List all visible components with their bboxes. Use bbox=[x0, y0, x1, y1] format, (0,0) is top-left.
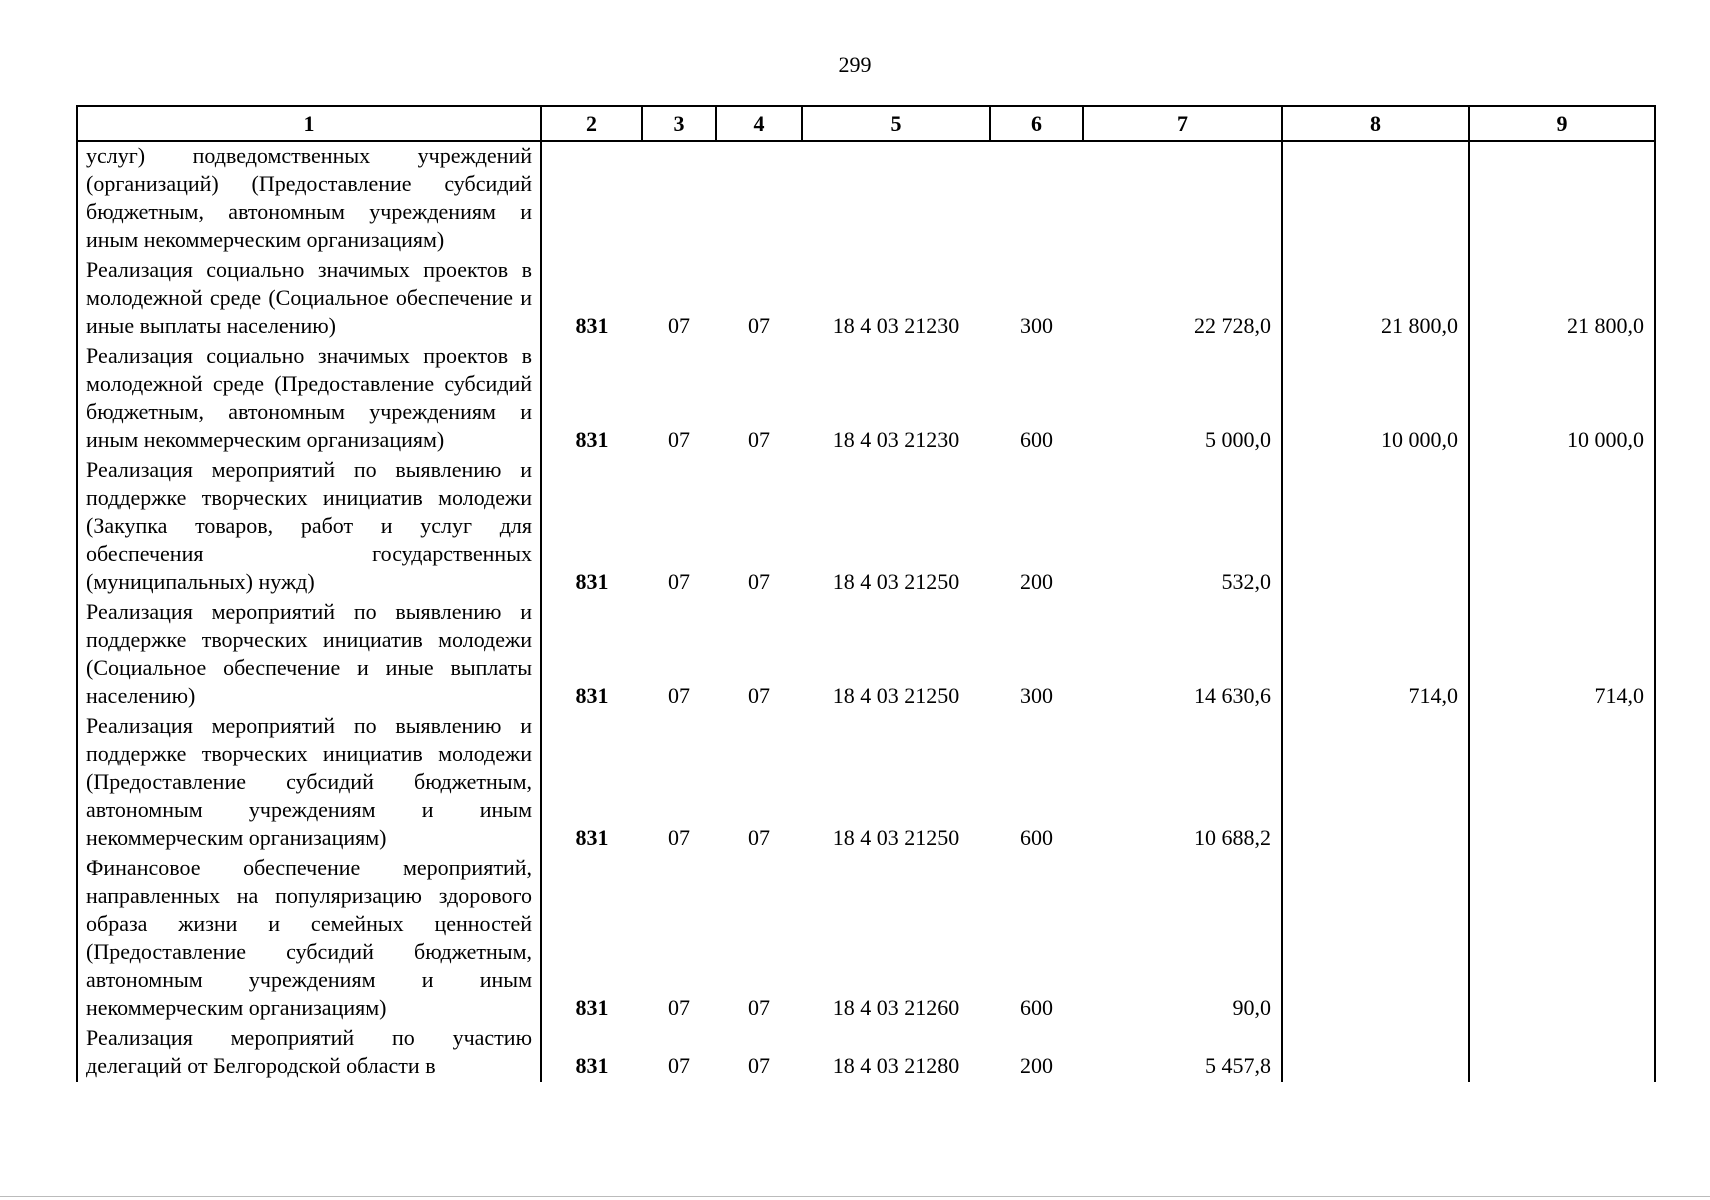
column-header-4: 4 bbox=[716, 106, 802, 141]
row-description: Реализация социально значимых проектов в молодежной среде (Социальное обеспечение и иные выплаты населению) bbox=[77, 256, 541, 342]
target-article-code: 18 4 03 21230 bbox=[832, 427, 960, 452]
table-row bbox=[77, 598, 1655, 712]
row-description: Реализация мероприятий по выявлению и поддержке творческих инициатив молодежи (Закупка товаров, работ и услуг для обеспечения государственных (муниципальных) нужд) bbox=[77, 456, 541, 598]
expense-type-code: 600 bbox=[1020, 825, 1053, 850]
target-article-code: 18 4 03 21250 bbox=[832, 825, 960, 850]
table-row bbox=[77, 141, 1655, 256]
admin-code: 831 bbox=[541, 1024, 642, 1082]
subsection-code: 07 bbox=[748, 1053, 770, 1078]
admin-code: 831 bbox=[541, 712, 642, 854]
expense-type-code: 300 bbox=[1020, 683, 1053, 708]
amount-col-7: 22 728,0 bbox=[1083, 256, 1282, 342]
table-row bbox=[77, 1024, 1655, 1082]
admin-code: 831 bbox=[541, 342, 642, 456]
row-description: Реализация мероприятий по выявлению и поддержке творческих инициатив молодежи (Предоставление субсидий бюджетным, автономным учреждениям и иным некоммерческим организациям) bbox=[77, 712, 541, 854]
expense-type-code: 200 bbox=[1020, 569, 1053, 594]
amount-col-9: 714,0 bbox=[1469, 598, 1655, 712]
target-article-code: 18 4 03 21250 bbox=[832, 683, 960, 708]
amount-col-8 bbox=[1282, 456, 1469, 598]
amount-col-8: 21 800,0 bbox=[1282, 256, 1469, 342]
admin-code bbox=[541, 141, 642, 256]
column-header-7: 7 bbox=[1083, 106, 1282, 141]
row-description: Реализация социально значимых проектов в молодежной среде (Предоставление субсидий бюджетным, автономным учреждениям и иным некоммерческим организациям) bbox=[77, 342, 541, 456]
section-code bbox=[642, 141, 716, 256]
target-article-code: 18 4 03 21280 bbox=[832, 1053, 960, 1078]
amount-col-8: 10 000,0 bbox=[1282, 342, 1469, 456]
section-code: 07 bbox=[668, 427, 690, 452]
amount-col-9: 21 800,0 bbox=[1469, 256, 1655, 342]
target-article-code bbox=[802, 141, 990, 256]
amount-col-8 bbox=[1282, 854, 1469, 1024]
table-row bbox=[77, 712, 1655, 854]
amount-col-7 bbox=[1083, 141, 1282, 256]
amount-col-9 bbox=[1469, 854, 1655, 1024]
amount-col-7: 10 688,2 bbox=[1083, 712, 1282, 854]
row-description: услуг) подведомственных учреждений (организаций) (Предоставление субсидий бюджетным, автономным учреждениям и иным некоммерческим организациям) bbox=[77, 141, 541, 256]
section-code: 07 bbox=[668, 683, 690, 708]
expense-type-code bbox=[990, 141, 1083, 256]
amount-col-7: 90,0 bbox=[1083, 854, 1282, 1024]
row-description: Реализация мероприятий по выявлению и поддержке творческих инициатив молодежи (Социальное обеспечение и иные выплаты населению) bbox=[77, 598, 541, 712]
expense-type-code: 600 bbox=[1020, 427, 1053, 452]
column-header-9: 9 bbox=[1469, 106, 1655, 141]
section-code: 07 bbox=[668, 313, 690, 338]
column-header-8: 8 bbox=[1282, 106, 1469, 141]
column-header-5: 5 bbox=[802, 106, 990, 141]
amount-col-8 bbox=[1282, 1024, 1469, 1082]
amount-col-8 bbox=[1282, 712, 1469, 854]
amount-col-9 bbox=[1469, 1024, 1655, 1082]
amount-col-8: 714,0 bbox=[1282, 598, 1469, 712]
section-code: 07 bbox=[668, 825, 690, 850]
admin-code: 831 bbox=[541, 854, 642, 1024]
row-description: Финансовое обеспечение мероприятий, направленных на популяризацию здорового образа жизни и семейных ценностей (Предоставление субсидий бюджетным, автономным учреждениям и иным некоммерческим организациям) bbox=[77, 854, 541, 1024]
subsection-code: 07 bbox=[748, 683, 770, 708]
target-article-code: 18 4 03 21250 bbox=[832, 569, 960, 594]
subsection-code: 07 bbox=[748, 313, 770, 338]
subsection-code: 07 bbox=[748, 825, 770, 850]
table-row bbox=[77, 456, 1655, 598]
amount-col-8 bbox=[1282, 141, 1469, 256]
target-article-code: 18 4 03 21230 bbox=[832, 313, 960, 338]
subsection-code: 07 bbox=[748, 995, 770, 1020]
expense-type-code: 300 bbox=[1020, 313, 1053, 338]
subsection-code: 07 bbox=[748, 427, 770, 452]
admin-code: 831 bbox=[541, 598, 642, 712]
admin-code: 831 bbox=[541, 256, 642, 342]
section-code: 07 bbox=[668, 1053, 690, 1078]
subsection-code bbox=[716, 141, 802, 256]
table-row bbox=[77, 256, 1655, 342]
column-header-2: 2 bbox=[541, 106, 642, 141]
table-row bbox=[77, 342, 1655, 456]
amount-col-9: 10 000,0 bbox=[1469, 342, 1655, 456]
amount-col-9 bbox=[1469, 712, 1655, 854]
amount-col-9 bbox=[1469, 141, 1655, 256]
amount-col-7: 5 000,0 bbox=[1083, 342, 1282, 456]
column-header-6: 6 bbox=[990, 106, 1083, 141]
amount-col-7: 5 457,8 bbox=[1083, 1024, 1282, 1082]
page-number: 299 bbox=[838, 52, 872, 77]
column-header-1: 1 bbox=[77, 106, 541, 141]
expense-type-code: 200 bbox=[1020, 1053, 1053, 1078]
amount-col-7: 532,0 bbox=[1083, 456, 1282, 598]
table-body bbox=[77, 141, 1655, 1082]
budget-table bbox=[76, 105, 1656, 1082]
amount-col-9 bbox=[1469, 456, 1655, 598]
subsection-code: 07 bbox=[748, 569, 770, 594]
page-bottom-edge bbox=[0, 1196, 1710, 1197]
row-description: Реализация мероприятий по участию делегаций от Белгородской области в bbox=[77, 1024, 541, 1082]
column-header-3: 3 bbox=[642, 106, 716, 141]
amount-col-7: 14 630,6 bbox=[1083, 598, 1282, 712]
table-row bbox=[77, 854, 1655, 1024]
expense-type-code: 600 bbox=[1020, 995, 1053, 1020]
section-code: 07 bbox=[668, 569, 690, 594]
table-header-row bbox=[77, 106, 1655, 141]
target-article-code: 18 4 03 21260 bbox=[832, 995, 960, 1020]
section-code: 07 bbox=[668, 995, 690, 1020]
admin-code: 831 bbox=[541, 456, 642, 598]
